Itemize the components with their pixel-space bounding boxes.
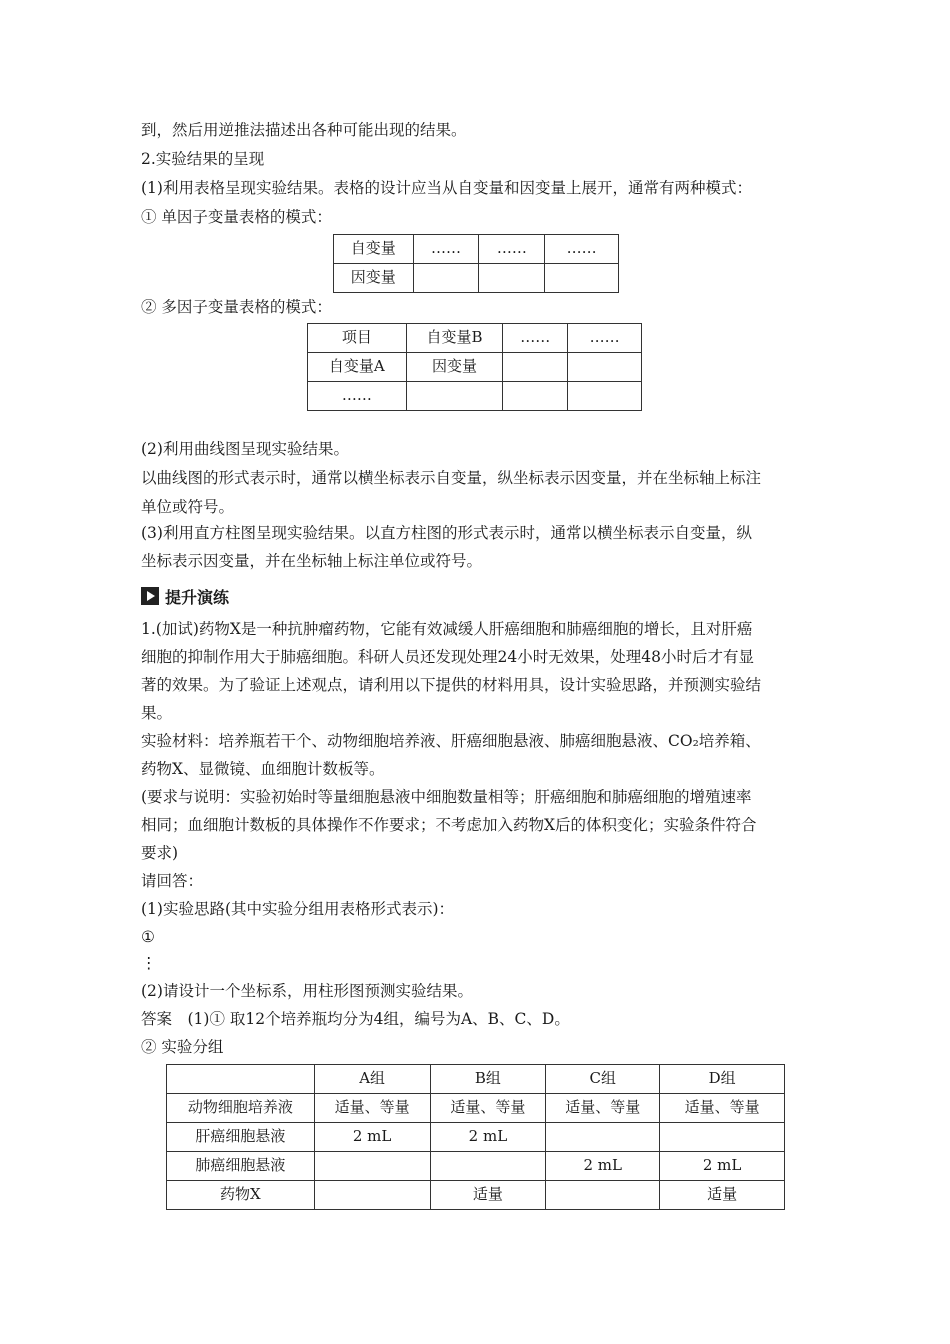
table-cell: 肺癌细胞悬液: [167, 1152, 315, 1181]
table-cell: [503, 382, 568, 411]
text-line: 坐标表示因变量，并在坐标轴上标注单位或符号。: [141, 552, 483, 570]
table-row: [167, 1181, 785, 1210]
table-cell: 适量: [430, 1181, 546, 1210]
table-cell: ……: [308, 382, 407, 411]
question-line: 要求): [141, 844, 179, 862]
text-line: (2)利用曲线图呈现实验结果。: [141, 440, 349, 458]
table-cell: 项目: [308, 324, 407, 353]
table-cell: ……: [479, 235, 545, 264]
play-icon: [141, 587, 159, 605]
table-cell: [479, 264, 545, 293]
table-cell: [660, 1123, 785, 1152]
question-line: ①: [141, 928, 155, 946]
table-cell: 自变量: [334, 235, 414, 264]
table-row: [308, 324, 642, 353]
question-line: (2)请设计一个坐标系，用柱形图预测实验结果。: [141, 982, 473, 1000]
subheading: 2.实验结果的呈现: [141, 150, 265, 168]
table-cell: 因变量: [334, 264, 414, 293]
table-cell: B组: [430, 1065, 546, 1094]
table-row: [167, 1123, 785, 1152]
table-cell: 适量、等量: [660, 1094, 785, 1123]
table-cell: 因变量: [406, 353, 503, 382]
table-cell: 适量、等量: [546, 1094, 660, 1123]
question-line: 果。: [141, 704, 173, 722]
table-cell: ……: [413, 235, 479, 264]
text-line: (3)利用直方柱图呈现实验结果。以直方柱图的形式表示时，通常以横坐标表示自变量，纵: [141, 524, 752, 542]
table-cell: 动物细胞培养液: [167, 1094, 315, 1123]
table-cell: [545, 264, 619, 293]
table-row: [167, 1152, 785, 1181]
table-cell: [546, 1123, 660, 1152]
table-row: [334, 264, 619, 293]
question-line: (1)实验思路(其中实验分组用表格形式表示)：: [141, 900, 455, 918]
table-cell: D组: [660, 1065, 785, 1094]
table-cell: [167, 1065, 315, 1094]
text-line: 以曲线图的形式表示时，通常以横坐标表示自变量，纵坐标表示因变量，并在坐标轴上标注: [141, 469, 762, 487]
table-cell: ……: [568, 324, 642, 353]
question-line: 1.(加试)药物X是一种抗肿瘤药物，它能有效减缓人肝癌细胞和肺癌细胞的增长，且对肝癌: [141, 620, 753, 638]
table-row: [334, 235, 619, 264]
table-cell: [314, 1152, 430, 1181]
text-line: ① 单因子变量表格的模式：: [141, 208, 332, 226]
text-line: 到，然后用逆推法描述出各种可能出现的结果。: [141, 121, 467, 139]
question-line: (要求与说明：实验初始时等量细胞悬液中细胞数量相等；肝癌细胞和肺癌细胞的增殖速率: [141, 788, 752, 806]
section-heading: [141, 584, 229, 608]
question-line: 相同；血细胞计数板的具体操作不作要求；不考虑加入药物X后的体积变化；实验条件符合: [141, 816, 757, 834]
table-cell: [546, 1181, 660, 1210]
table-cell: 适量: [660, 1181, 785, 1210]
table-cell: 2 mL: [546, 1152, 660, 1181]
question-line: 细胞的抑制作用大于肺癌细胞。科研人员还发现处理24小时无效果，处理48小时后才有显: [141, 648, 754, 666]
table-row: [167, 1094, 785, 1123]
question-line: 著的效果。为了验证上述观点，请利用以下提供的材料用具，设计实验思路，并预测实验结: [141, 676, 762, 694]
table-cell: 2 mL: [430, 1123, 546, 1152]
table-cell: ……: [545, 235, 619, 264]
question-line: 实验材料：培养瓶若干个、动物细胞培养液、肝癌细胞悬液、肺癌细胞悬液、CO₂培养箱、: [141, 732, 761, 750]
answer-line: 答案 (1)① 取12个培养瓶均分为4组，编号为A、B、C、D。: [141, 1010, 570, 1028]
question-line: 药物X、显微镜、血细胞计数板等。: [141, 760, 385, 778]
question-line: 请回答：: [141, 872, 204, 890]
table-cell: 适量、等量: [430, 1094, 546, 1123]
multi-factor-table: [307, 323, 642, 411]
text-line: 单位或符号。: [141, 498, 235, 516]
table-cell: [406, 382, 503, 411]
table-cell: C组: [546, 1065, 660, 1094]
section-title: 提升演练: [165, 587, 230, 607]
table-row: [308, 382, 642, 411]
table-cell: 自变量A: [308, 353, 407, 382]
table-cell: 2 mL: [660, 1152, 785, 1181]
table-cell: 药物X: [167, 1181, 315, 1210]
answer-line: ② 实验分组: [141, 1038, 224, 1056]
table-cell: 肝癌细胞悬液: [167, 1123, 315, 1152]
question-line: ⋮: [141, 954, 157, 972]
table-cell: 适量、等量: [314, 1094, 430, 1123]
experiment-group-table: [166, 1064, 785, 1210]
table-row: [308, 353, 642, 382]
table-cell: 自变量B: [406, 324, 503, 353]
single-factor-table: [333, 234, 619, 293]
text-line: ② 多因子变量表格的模式：: [141, 298, 332, 316]
table-cell: [314, 1181, 430, 1210]
table-cell: [568, 382, 642, 411]
table-cell: [503, 353, 568, 382]
table-cell: [568, 353, 642, 382]
table-cell: A组: [314, 1065, 430, 1094]
table-cell: 2 mL: [314, 1123, 430, 1152]
table-row: [167, 1065, 785, 1094]
table-cell: [430, 1152, 546, 1181]
text-line: (1)利用表格呈现实验结果。表格的设计应当从自变量和因变量上展开，通常有两种模式：: [141, 179, 752, 197]
table-cell: ……: [503, 324, 568, 353]
table-cell: [413, 264, 479, 293]
